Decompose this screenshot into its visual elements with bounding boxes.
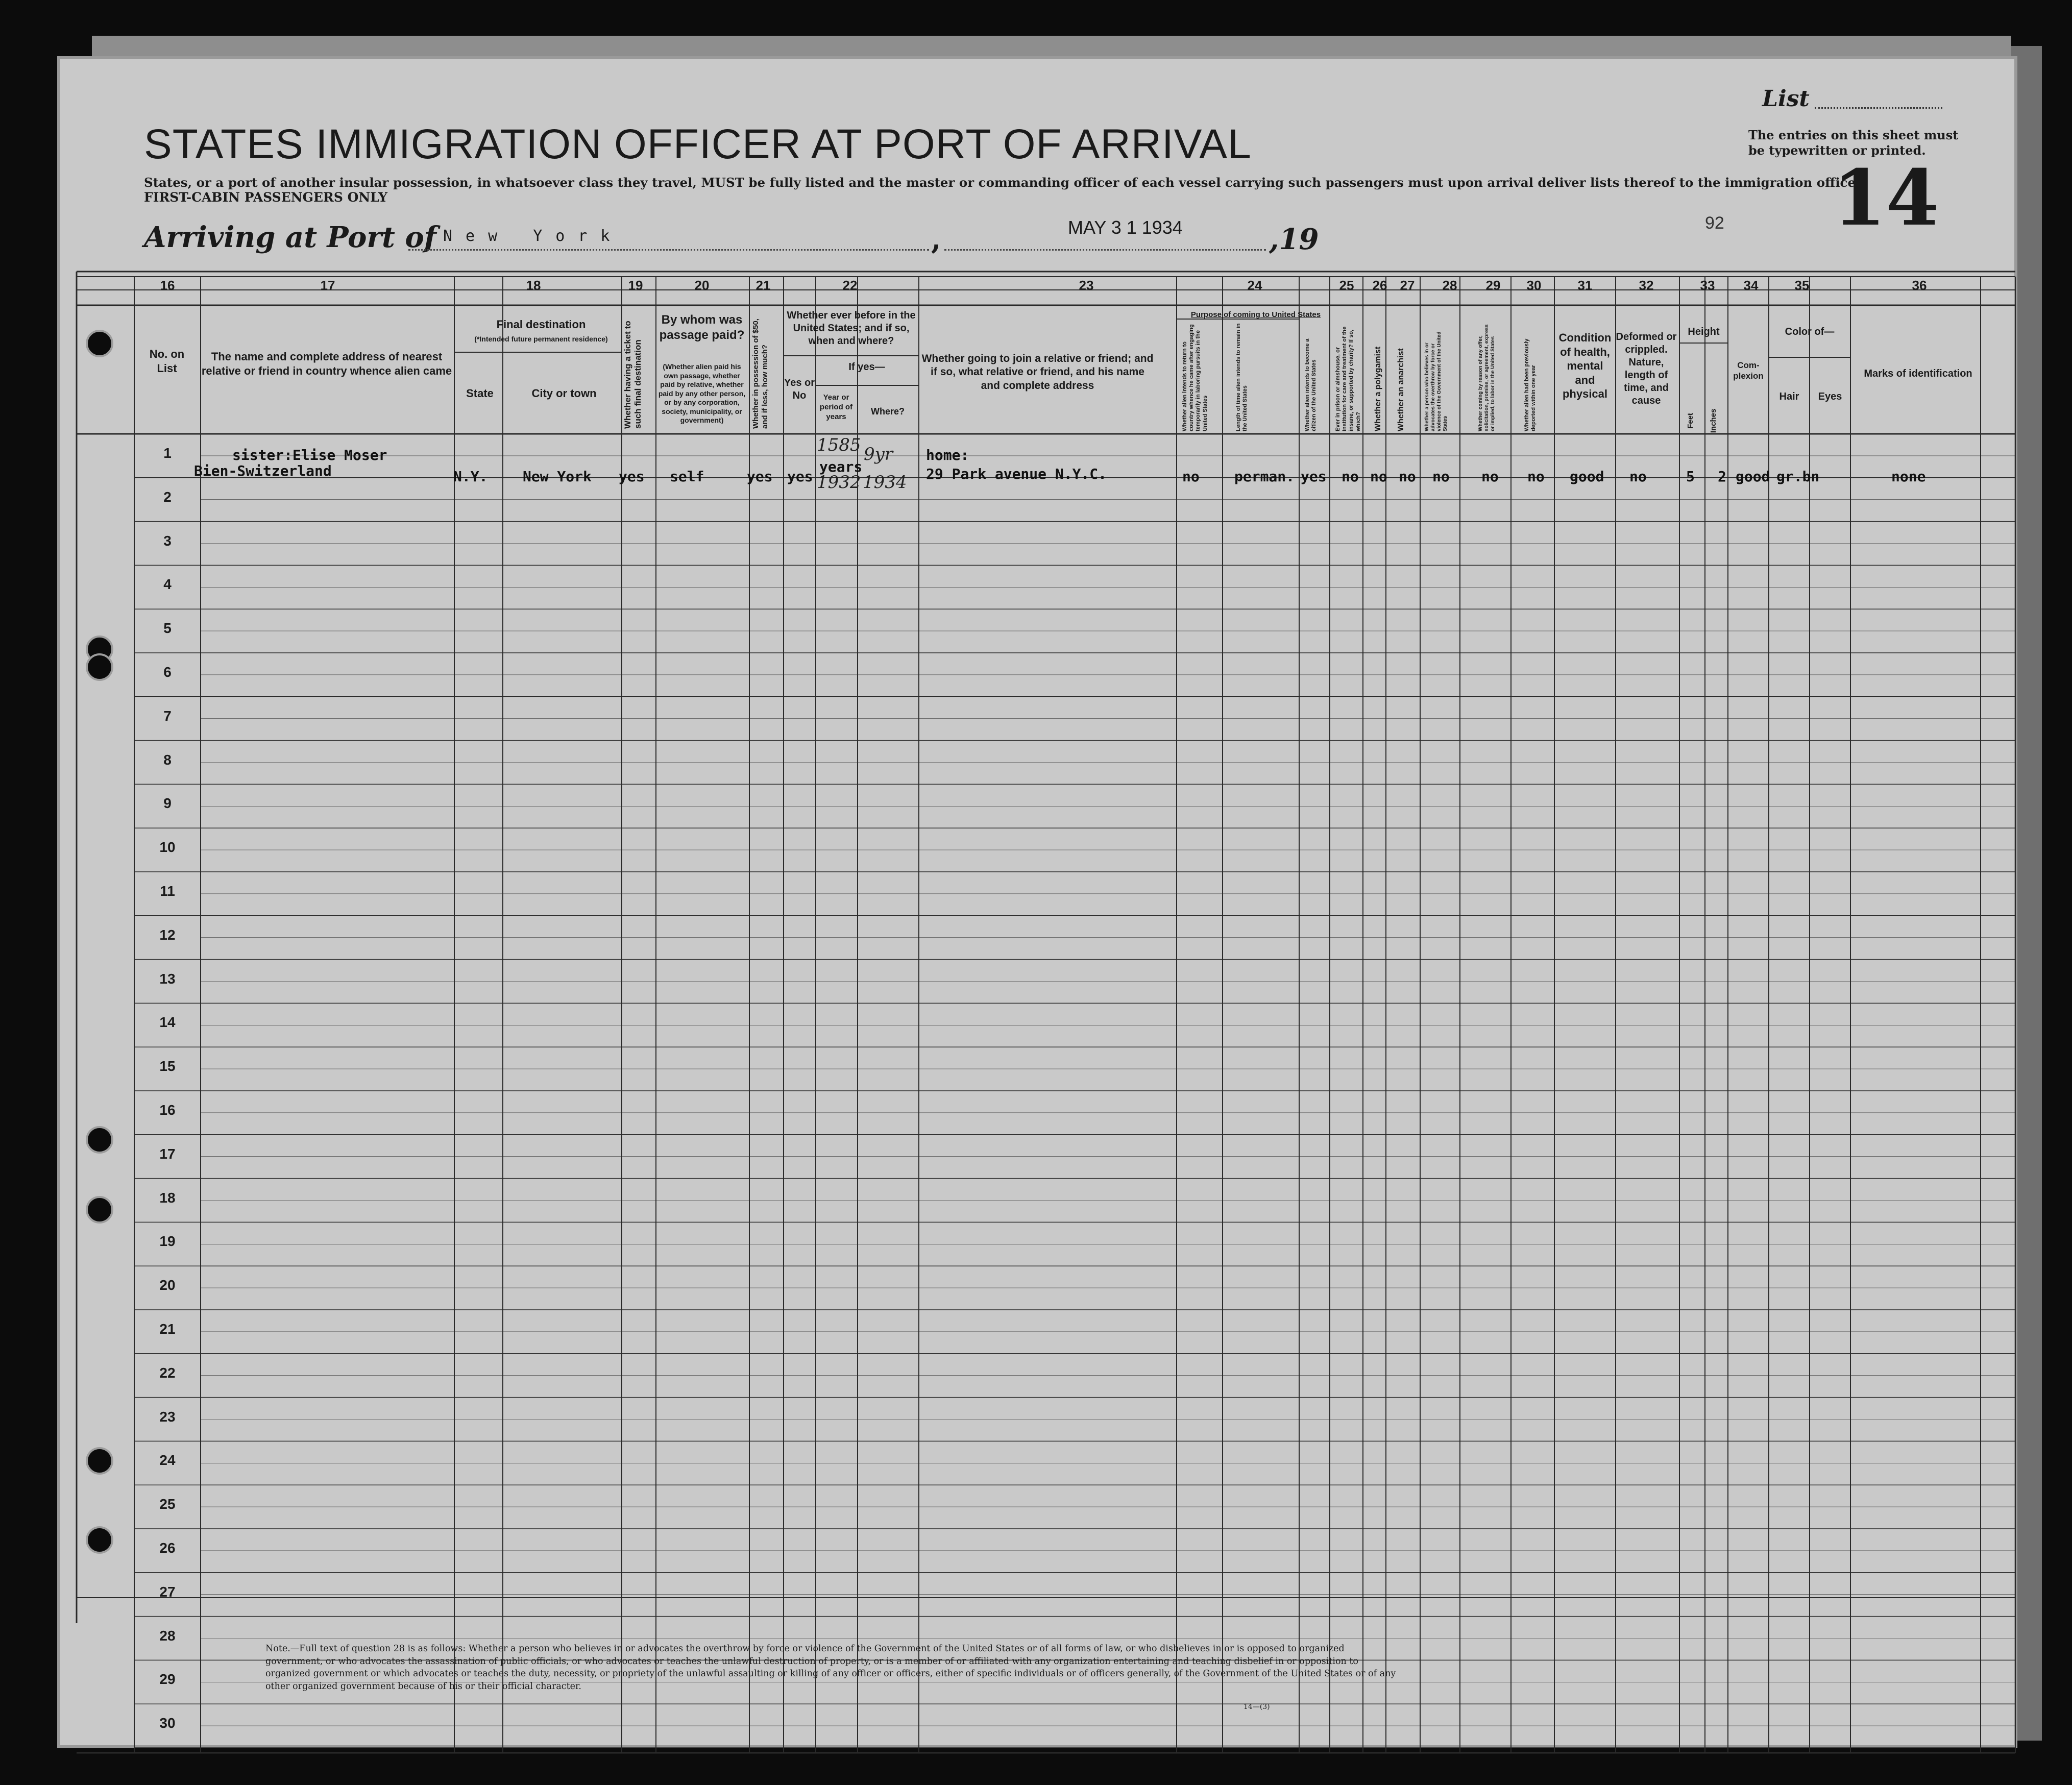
entry-prison: no xyxy=(1342,468,1359,485)
header-complexion: Com-plexion xyxy=(1733,360,1764,381)
entry-years-hand-top: 1585 xyxy=(817,435,861,455)
row-number: 17 xyxy=(159,1145,176,1162)
entry-deported: no xyxy=(1527,468,1545,485)
header-purpose-b: Length of time alien intends to remain in the United States xyxy=(1235,323,1249,431)
header-purpose: Purpose of coming to United States xyxy=(1190,310,1321,319)
row-number: 4 xyxy=(163,576,172,593)
row-number: 8 xyxy=(163,751,172,768)
entry-complexion: good xyxy=(1736,468,1770,485)
row-number: 7 xyxy=(163,707,172,724)
col-num-23: 23 xyxy=(1079,278,1094,293)
row-number: 27 xyxy=(159,1583,176,1600)
row-number: 29 xyxy=(159,1671,176,1688)
entry-purpose-a: no xyxy=(1182,468,1200,485)
row-number: 19 xyxy=(159,1233,176,1250)
entry-relative-line1: sister:Elise Moser xyxy=(232,447,387,463)
port-value: New York xyxy=(443,227,623,245)
footnote-question-28: Note.—Full text of question 28 is as follows: Whether a person who believes in or advocates the overthrow by force or violence of the Government of the United States or of all forms of law, or who disbelieves in or is opposed to organized government, or who advocates the assassination of public officials, or who advocates or teaches the unlawful destruction of property, or is a member of or affiliated with any organization entertaining and teaching disbelief in or opposition to organized government or which advocates or teaches the duty, necessity, or propriety of the unlawful assaulting or killing of any officer or officers, either of specific individuals or of officers generally, of the Government of the United States or of any other organized government because of his or their official character. xyxy=(265,1644,1396,1692)
header-anarchist: Whether an anarchist xyxy=(1397,348,1405,431)
header-prison: Ever in prison or almshouse, or institution for care and treatment of the insane, or supported by charity? If so, which? xyxy=(1335,326,1361,431)
header-polygamist: Whether a polygamist xyxy=(1374,346,1382,431)
entry-hair-eyes: gr.bn xyxy=(1776,468,1820,485)
header-eyes: Eyes xyxy=(1818,391,1842,402)
header-color-of: Color of— xyxy=(1785,326,1835,337)
col-num-25: 25 xyxy=(1339,278,1354,293)
entry-deformed: no xyxy=(1629,468,1647,485)
comma: , xyxy=(931,223,941,256)
col-num-27: 27 xyxy=(1400,278,1415,293)
sheet-number: 14 xyxy=(1833,153,1939,243)
col-num-33: 33 xyxy=(1700,278,1715,293)
typewritten-note-1: The entries on this sheet must xyxy=(1748,128,1959,142)
col-num-30: 30 xyxy=(1526,278,1542,293)
header-marks: Marks of identification xyxy=(1864,368,1972,379)
row-number: 26 xyxy=(159,1540,176,1556)
entry-city: New York xyxy=(523,468,592,485)
col-num-22: 22 xyxy=(842,278,858,293)
entry-inches: 2 xyxy=(1718,468,1726,485)
header-year-period: Year or period of years xyxy=(819,393,853,421)
row-number: 6 xyxy=(163,664,172,680)
header-inches: Inches xyxy=(1709,408,1718,433)
row-number: 11 xyxy=(160,883,175,899)
entry-where-hand-top: 9yr xyxy=(864,444,893,464)
col-num-26: 26 xyxy=(1372,278,1387,293)
header-relative-address: The name and complete address of nearest relative or friend in country whence alien came xyxy=(201,350,452,377)
row-number: 3 xyxy=(163,532,172,549)
entry-passage: self xyxy=(670,468,704,485)
col-num-28: 28 xyxy=(1442,278,1457,293)
row-number: 1 xyxy=(163,445,172,461)
row-number: 9 xyxy=(163,795,172,812)
col-num-29: 29 xyxy=(1485,278,1501,293)
header-where: Where? xyxy=(870,406,905,417)
page-mark: 92 xyxy=(1705,213,1724,233)
entry-purpose-b: perman. xyxy=(1234,468,1295,485)
list-label: List xyxy=(1762,86,1810,112)
row-number: 5 xyxy=(163,620,172,637)
entry-years-hand-bottom: 1932 xyxy=(817,472,861,493)
header-money: Whether in possession of $50, and if less, how much? xyxy=(751,319,769,429)
row-number: 10 xyxy=(159,839,176,855)
row-number: 15 xyxy=(159,1058,176,1074)
row-number: 22 xyxy=(159,1364,176,1381)
row-number: 13 xyxy=(159,970,176,987)
header-deformed: Deformed or crippled. Nature, length of time, and cause xyxy=(1616,331,1677,406)
col-num-24: 24 xyxy=(1247,278,1262,293)
header-passage-paid: By whom was passage paid? xyxy=(659,313,745,342)
header-join-relative: Whether going to join a relative or friend; and if so, what relative or friend, and his name and complete address xyxy=(921,353,1154,392)
header-purpose-c: Whether alien intends to become a citizen of the United States xyxy=(1304,338,1318,431)
header-labor-offer: Whether coming by reason of any offer, solicitation, promise, or agreement, express or implied, to labor in the United States xyxy=(1478,324,1496,431)
page-title: STATES IMMIGRATION OFFICER AT PORT OF ARRIVAL xyxy=(144,121,1252,167)
entry-state: N.Y. xyxy=(453,468,488,485)
col-num-32: 32 xyxy=(1639,278,1654,293)
row-number: 14 xyxy=(159,1014,176,1031)
row-number: 24 xyxy=(159,1452,176,1469)
entry-marks: none xyxy=(1891,468,1926,485)
entry-join-line1: home: xyxy=(926,447,969,463)
entry-ticket: yes xyxy=(619,468,645,485)
header-no-on-list: No. on List xyxy=(149,348,185,375)
row-number: 2 xyxy=(163,488,172,505)
col-num-18: 18 xyxy=(526,278,541,293)
entry-overthrow: no xyxy=(1432,468,1450,485)
row-number: 21 xyxy=(159,1321,176,1337)
entry-money: yes xyxy=(747,468,773,485)
row-number: 18 xyxy=(159,1189,176,1206)
entry-labor: no xyxy=(1481,468,1499,485)
header-final-destination: Final destination xyxy=(496,318,586,331)
header-ever-before: Whether ever before in the United States; and if so, when and where? xyxy=(787,310,916,347)
entry-anarchist: no xyxy=(1399,468,1416,485)
col-num-35: 35 xyxy=(1794,278,1810,293)
header-health: Condition of health, mental and physical xyxy=(1558,331,1612,400)
entry-before: yes xyxy=(787,468,813,485)
row-number: 30 xyxy=(159,1715,176,1731)
instruction-line: States, or a port of another insular possession, in whatsoever class they travel, MUST be fully listed and the master or commanding officer of each vessel carrying such passengers must upon arrival deliver lists thereof to the immigration officer xyxy=(144,175,1862,190)
entry-feet: 5 xyxy=(1686,468,1695,485)
entry-purpose-c: yes xyxy=(1301,468,1327,485)
header-ticket: Whether having a ticket to such final destination xyxy=(623,321,643,429)
entry-join-line2: 29 Park avenue N.Y.C. xyxy=(926,466,1107,482)
col-num-16: 16 xyxy=(160,278,175,293)
header-deported: Whether alien had been previously deported within one year xyxy=(1524,338,1537,431)
date-stamp: MAY 3 1 1934 xyxy=(1068,217,1183,238)
header-passage-paid-note: (Whether alien paid his own passage, whether paid by relative, whether paid by any other person, or by any corporation, society, municipality, or government) xyxy=(658,362,746,424)
header-purpose-a: Whether alien intends to return to country whence he came after engaging temporarily in laboring pursuits in the United States xyxy=(1182,324,1208,431)
header-final-destination-note: (*Intended future permanent residence) xyxy=(474,335,608,343)
entry-health: good xyxy=(1570,468,1604,485)
row-number: 12 xyxy=(159,926,176,943)
header-state: State xyxy=(466,387,494,400)
header-hair: Hair xyxy=(1779,391,1799,402)
row-number: 16 xyxy=(159,1102,176,1118)
header-overthrow: Whether a person who believes in or advocates the overthrow by force or violence of the Government of the United States xyxy=(1424,331,1448,431)
row-number: 28 xyxy=(159,1627,176,1644)
col-num-19: 19 xyxy=(628,278,643,293)
header-height: Height xyxy=(1688,326,1720,337)
col-num-17: 17 xyxy=(320,278,335,293)
entry-relative-line2: Bien-Switzerland xyxy=(194,462,332,479)
col-num-36: 36 xyxy=(1912,278,1927,293)
row-number: 23 xyxy=(159,1408,176,1425)
header-if-yes: If yes— xyxy=(848,361,885,373)
header-yes-no: Yes or No xyxy=(784,377,815,401)
entry-where-hand-bottom: 1934 xyxy=(863,472,907,493)
col-num-31: 31 xyxy=(1577,278,1593,293)
header-city: City or town xyxy=(531,387,597,400)
col-num-20: 20 xyxy=(694,278,710,293)
entry-years-typed: years xyxy=(819,458,863,475)
col-num-21: 21 xyxy=(755,278,771,293)
typewritten-note-2: be typewritten or printed. xyxy=(1748,143,1926,158)
arriving-label: Arriving at Port of xyxy=(144,221,436,254)
header-feet: Feet xyxy=(1686,412,1695,429)
class-line: FIRST-CABIN PASSENGERS ONLY xyxy=(144,190,388,205)
entry-polygamist: no xyxy=(1370,468,1387,485)
form-code: 14—(3) xyxy=(1244,1703,1270,1711)
row-number: 20 xyxy=(159,1277,176,1293)
col-num-34: 34 xyxy=(1743,278,1759,293)
year-prefix: ,19 xyxy=(1269,223,1319,256)
row-number: 25 xyxy=(159,1496,176,1512)
